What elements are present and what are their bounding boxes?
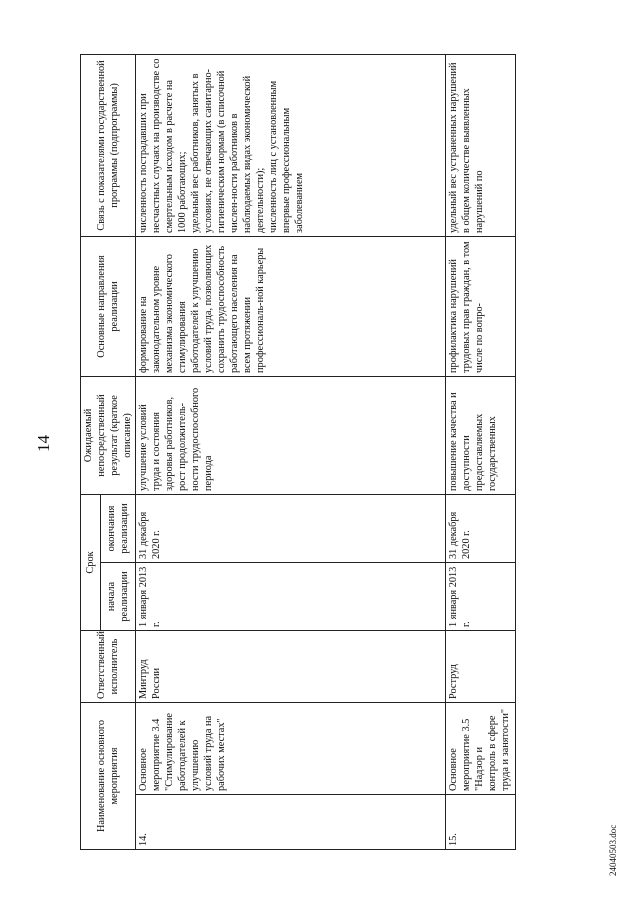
table-row xyxy=(136,54,446,849)
end-date: 31 декабря 2020 г. xyxy=(446,494,516,562)
header-link: Связь с показателями государственной программы (подпрограммы) xyxy=(81,54,136,236)
row-number: 14. xyxy=(136,795,446,850)
executor: Роструд xyxy=(446,630,516,702)
program-table xyxy=(80,54,516,850)
expected-result: повышение качества и доступности предоставляемых государственных xyxy=(446,376,516,494)
header-name: Наименование основного мероприятия xyxy=(81,702,136,849)
main-directions: формирование на законодательном уровне механизма экономического стимулирования работодателей к улучшению условий труда, позволяющих сохранить трудоспособность работающего населения на всем протяжении профессиональ-ной карьеры xyxy=(136,236,446,376)
header-directions: Основные направления реализации xyxy=(81,236,136,376)
start-date: 1 января 2013 г. xyxy=(136,562,446,630)
row-number: 15. xyxy=(446,795,516,850)
header-term-start: начала реализации xyxy=(100,562,135,630)
footer-document-code: 24040503.doc xyxy=(608,824,618,876)
header-executor: Ответственный исполнитель xyxy=(81,630,136,702)
indicator-link: удельный вес устраненных нарушений в общем количестве выявленных нарушений по xyxy=(446,54,516,236)
start-date: 1 января 2013 г. xyxy=(446,562,516,630)
activity-name: Основное мероприятие 3.4 "Стимулирование работодателей к улучшению условий труда на рабочих местах" xyxy=(136,702,446,794)
indicator-link xyxy=(136,54,446,236)
end-date: 31 декабря 2020 г. xyxy=(136,494,446,562)
header-result: Ожидаемый непосредственный результат (краткое описание) xyxy=(81,376,136,494)
header-term-end: окончания реализации xyxy=(100,494,135,562)
executor: Минтруд России xyxy=(136,630,446,702)
expected-result: улучшение условий труда и состояния здоровья работников, рост продолжитель-ности трудоспособного периода xyxy=(136,376,446,494)
program-table-rotated xyxy=(80,55,560,850)
table-header-row xyxy=(81,54,101,849)
main-directions: профилактика нарушений трудовых прав граждан, в том числе по вопро- xyxy=(446,236,516,376)
table-row xyxy=(446,54,516,849)
header-term: Срок xyxy=(81,494,101,630)
indicator-link-text: численность пострадавших при несчастных случаях на производстве со смертельным исходом в расчете на 1000 работающих; удельный вес работников, занятых в условиях, не отвечающих санитарно-гигиеническим нормам (в списочной числен-ности работников в наблюдаемых видах экономической деятельности); численность лиц с установленным впервые профессиональным заболеванием xyxy=(138,58,305,233)
activity-name: Основное мероприятие 3.5 "Надзор и контроль в сфере труда и занятости" xyxy=(446,702,516,794)
page-number: 14 xyxy=(34,435,53,452)
